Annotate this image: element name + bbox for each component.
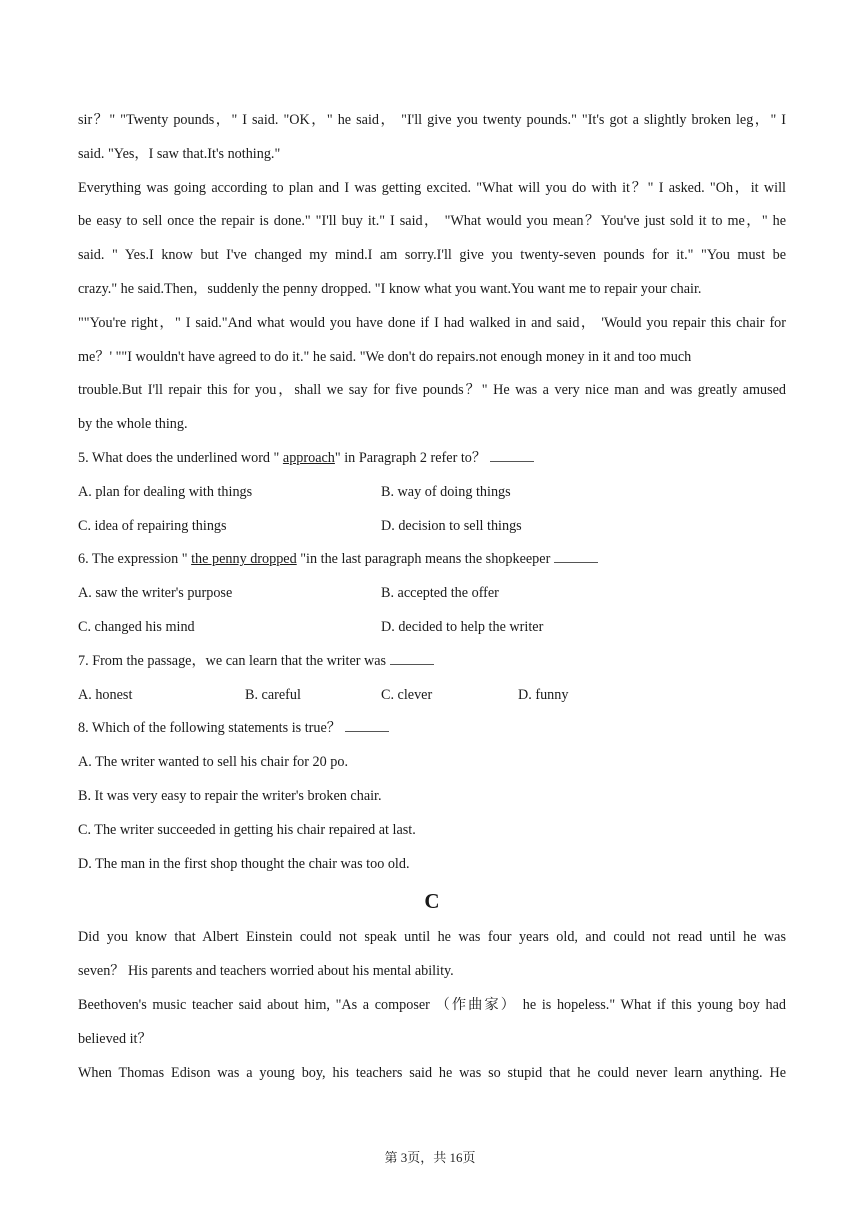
option-c[interactable]: C. changed his mind (78, 618, 195, 635)
passage-line: When Thomas Edison was a young boy, his teachers said he was so stupid that he could never learn anything. He (78, 1064, 786, 1081)
passage-line: said. "Yes，I saw that.It's nothing." (78, 145, 281, 162)
question-5-post: " in Paragraph 2 refer to？ (334, 449, 487, 466)
question-6-post: "in the last paragraph means the shopkeeper (296, 551, 551, 568)
answer-blank[interactable] (554, 546, 598, 563)
question-6-options-row-2 (78, 611, 786, 645)
option-a[interactable]: A. The writer wanted to sell his chair for 20 po. (78, 754, 349, 771)
option-a[interactable]: A. honest (78, 686, 133, 703)
passage-line: be easy to sell once the repair is done." "I'll buy it." I said， "What would you mean？You've just sold it to me，" he (78, 213, 786, 230)
question-5-options-row-1 (78, 476, 786, 510)
passage-line: trouble.But I'll repair this for you，shall we say for five pounds？" He was a very nice man and was greatly amused (78, 382, 786, 399)
option-d[interactable]: D. The man in the first shop thought the chair was too old. (78, 855, 410, 872)
page-footer: 第 3页，共 16页 (384, 1150, 476, 1165)
passage-line: Beethoven's music teacher said about him, "As a composer （作曲家） he is hopeless." What if this young boy had (78, 996, 786, 1013)
question-7-options-row (78, 679, 786, 713)
passage-line: seven？ His parents and teachers worried about his mental ability. (78, 963, 454, 980)
section-heading: C (424, 889, 440, 914)
answer-blank[interactable] (390, 648, 434, 665)
question-7-stem (78, 645, 786, 679)
option-d[interactable]: D. funny (518, 686, 569, 703)
passage-c (78, 921, 786, 1090)
option-b[interactable]: B. way of doing things (381, 483, 511, 500)
option-d[interactable]: D. decided to help the writer (381, 618, 544, 635)
question-8-text: 8. Which of the following statements is true？ (78, 720, 341, 737)
passage-line: by the whole thing. (78, 416, 188, 433)
option-b[interactable]: B. careful (245, 686, 301, 703)
option-a[interactable]: A. saw the writer's purpose (78, 585, 233, 602)
passage-line: Everything was going according to plan and I was getting excited. "What will you do with it？" I asked. "Oh，it will (78, 179, 786, 196)
passage-line: said. " Yes.I know but I've changed my mind.I am sorry.I'll give you twenty-seven pounds for it." "You must be (78, 247, 786, 264)
option-b[interactable]: B. accepted the offer (381, 585, 499, 602)
question-6-pre: 6. The expression " (78, 551, 192, 568)
passage-line: crazy." he said.Then，suddenly the penny dropped. "I know what you want.You want me to repair your chair. (78, 280, 702, 297)
question-8-stem (78, 712, 786, 746)
question-5-underlined-word: approach (282, 449, 335, 466)
passage-line: sir？" "Twenty pounds，" I said. "OK，" he said， "I'll give you twenty pounds." "It's got a slightly broken leg，" I (78, 112, 786, 128)
answer-blank[interactable] (345, 715, 389, 732)
question-7-text: 7. From the passage，we can learn that the writer was (78, 652, 387, 669)
passage-line: Did you know that Albert Einstein could not speak until he was four years old, and could not read until he was (78, 929, 786, 946)
option-c[interactable]: C. idea of repairing things (78, 517, 227, 534)
answer-blank[interactable] (490, 445, 534, 462)
passage-b (78, 104, 786, 442)
passage-line: believed it？ (78, 1030, 152, 1047)
option-b[interactable]: B. It was very easy to repair the writer's broken chair. (78, 787, 382, 804)
option-a[interactable]: A. plan for dealing with things (78, 483, 253, 500)
question-6-underlined-phrase: the penny dropped (191, 551, 297, 568)
passage-line: ""You're right，" I said."And what would you have done if I had walked in and said， 'Would you repair this chair for (78, 314, 786, 331)
question-5-stem (78, 442, 786, 476)
question-6-options-row-1 (78, 577, 786, 611)
passage-line: me？' ""I wouldn't have agreed to do it." he said. "We don't do repairs.not enough money in it and too much (78, 348, 692, 365)
question-6-stem (78, 543, 786, 577)
option-d[interactable]: D. decision to sell things (381, 517, 522, 534)
option-c[interactable]: C. clever (381, 686, 433, 703)
question-5-options-row-2 (78, 510, 786, 544)
document-body (78, 104, 786, 1090)
question-5-pre: 5. What does the underlined word " (78, 449, 283, 466)
option-c[interactable]: C. The writer succeeded in getting his chair repaired at last. (78, 821, 416, 838)
